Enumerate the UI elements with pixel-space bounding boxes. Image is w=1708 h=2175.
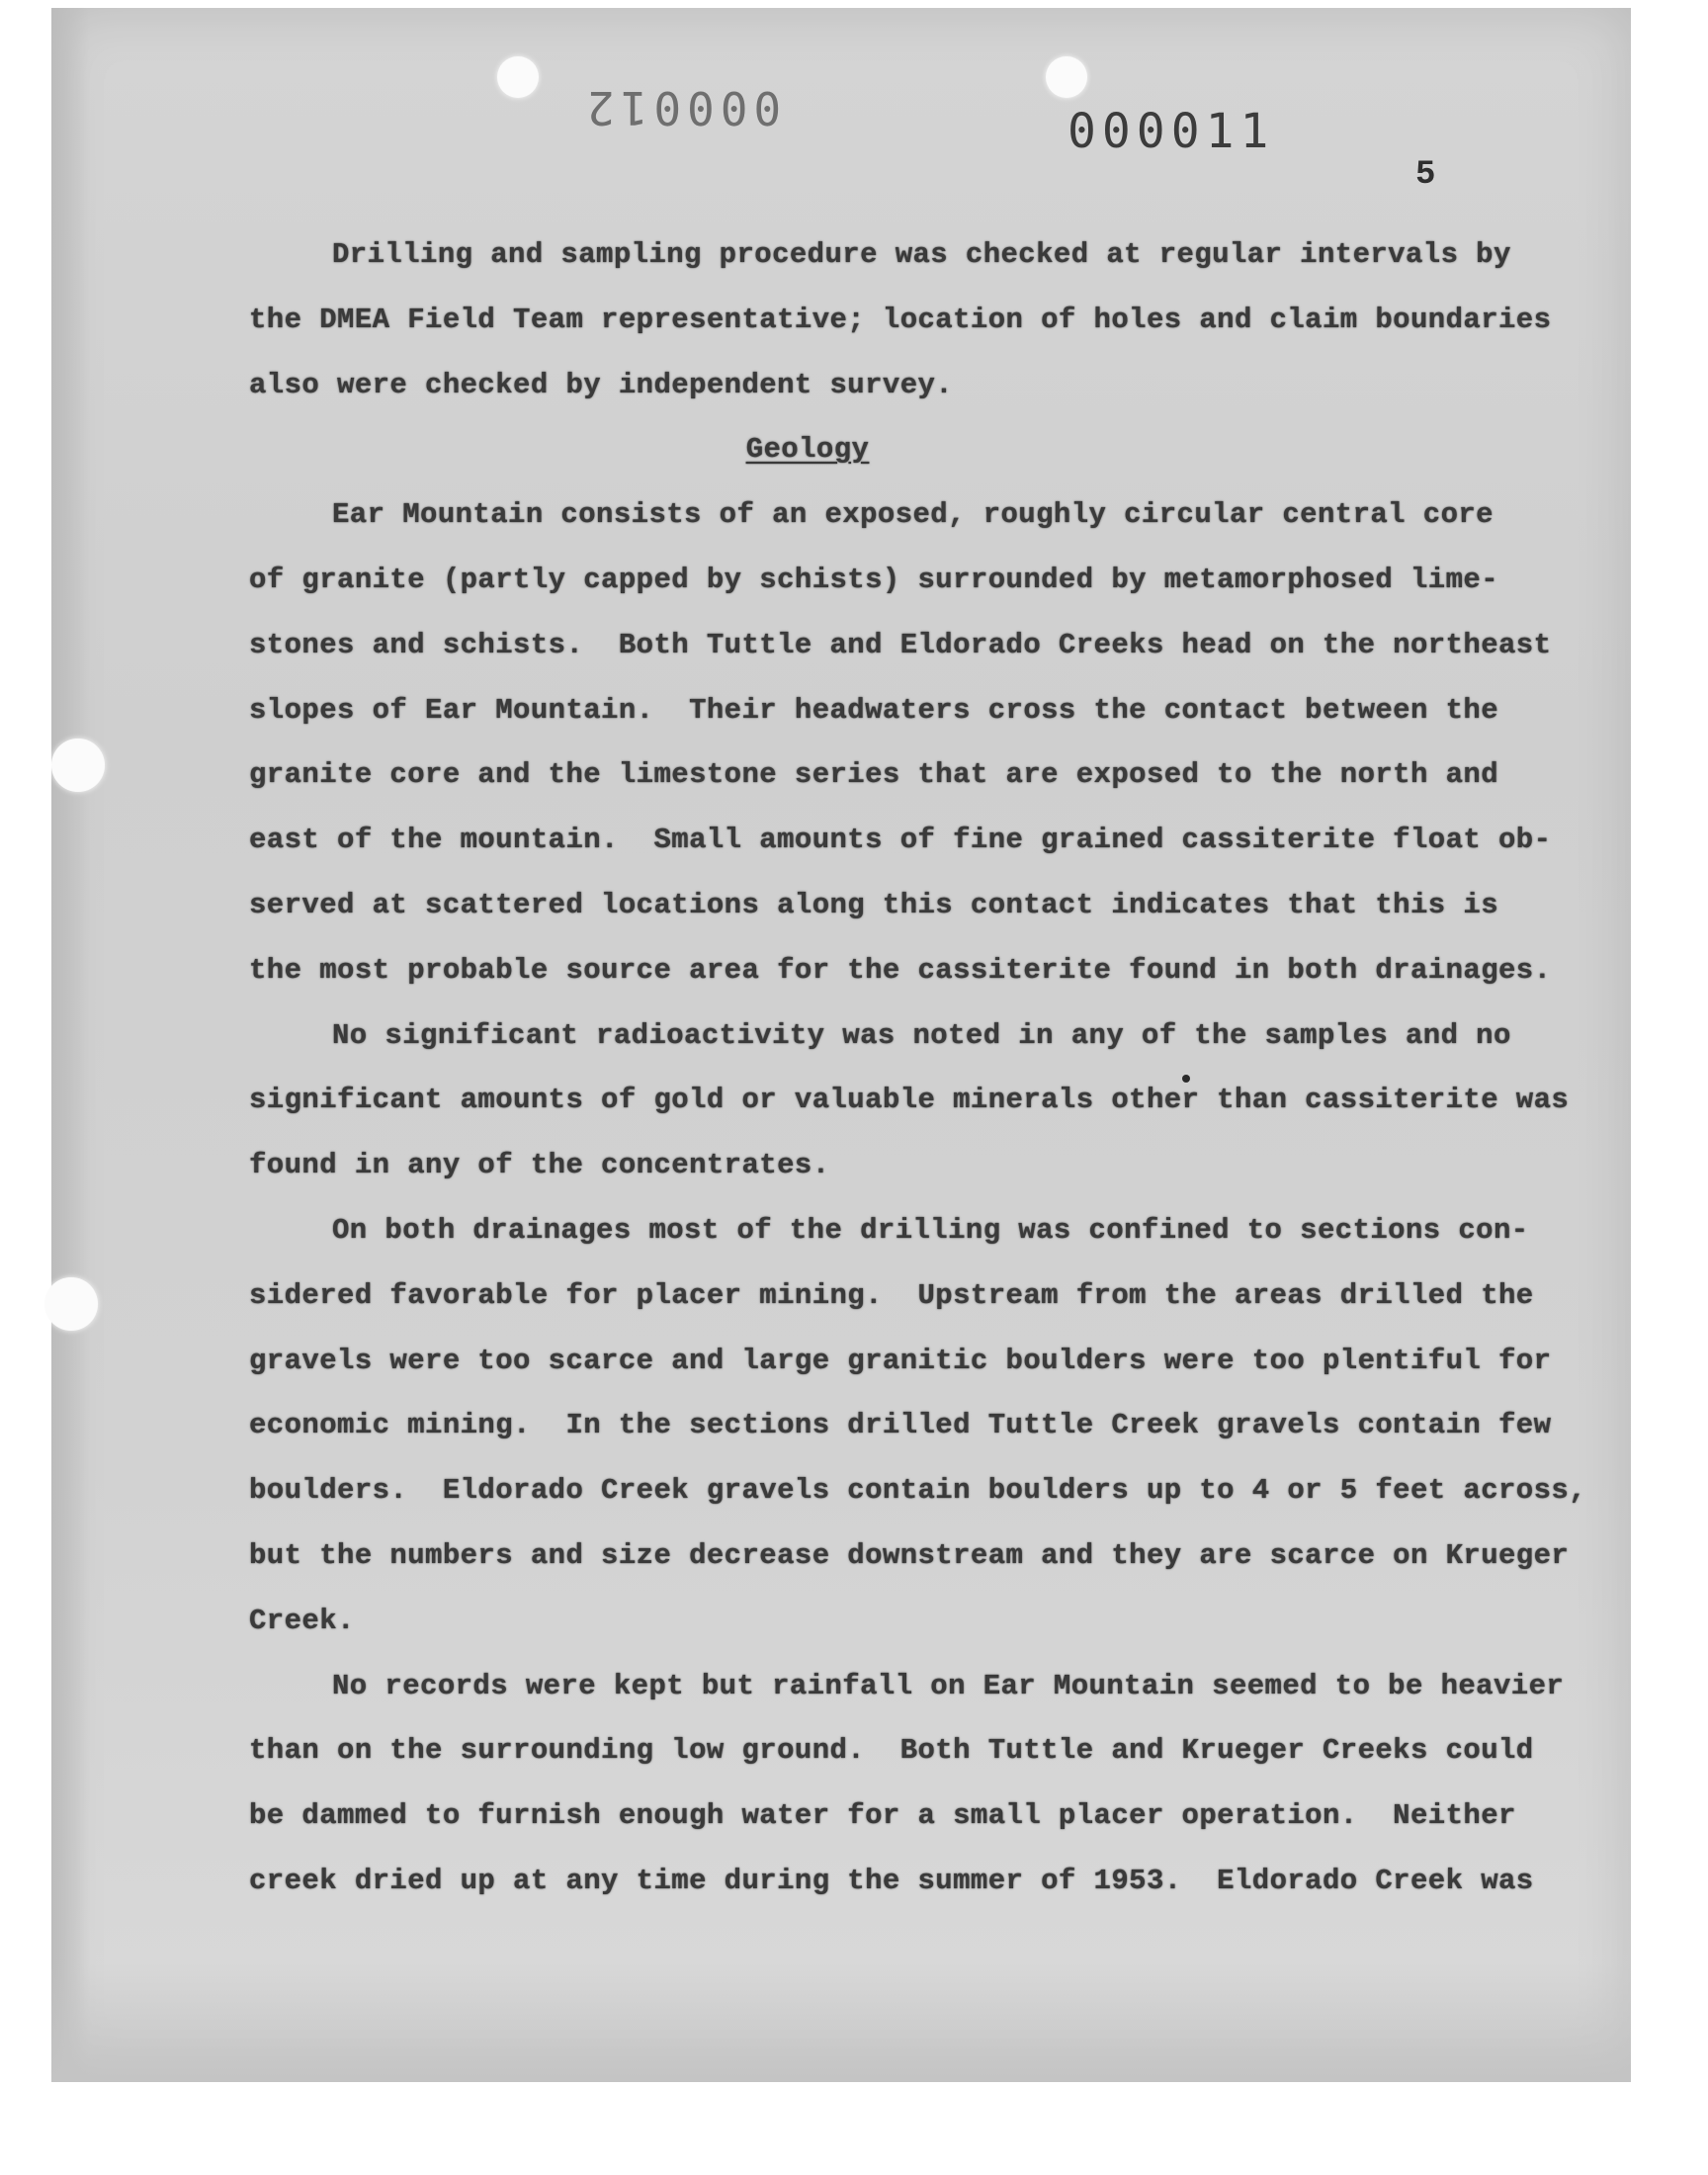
punch-hole-top-left	[497, 56, 539, 98]
page-number: 5	[1415, 156, 1436, 194]
text-line: than on the surrounding low ground. Both Tuttle and Krueger Creeks could	[249, 1734, 1534, 1768]
text-line: the most probable source area for the cassiterite found in both drainages.	[249, 953, 1552, 987]
section-heading-line	[249, 417, 1524, 482]
text-line: be dammed to furnish enough water for a small placer operation. Neither	[249, 1799, 1516, 1833]
text-line: stones and schists. Both Tuttle and Eldorado Creeks head on the northeast	[249, 628, 1552, 661]
stamp-number: 000011	[1068, 104, 1275, 159]
text-line: of granite (partly capped by schists) surrounded by metamorphosed lime-	[249, 563, 1499, 596]
text-line: No records were kept but rainfall on Ear Mountain seemed to be heavier	[332, 1669, 1565, 1702]
text-line: found in any of the concentrates.	[249, 1149, 830, 1182]
text-line: gravels were too scarce and large granitic boulders were too plentiful for	[249, 1344, 1552, 1377]
paper-shadow-bottom	[51, 1963, 1631, 2082]
text-line: Drilling and sampling procedure was checked at regular intervals by	[332, 238, 1511, 271]
text-line: but the numbers and size decrease downstream and they are scarce on Krueger	[249, 1538, 1570, 1572]
text-line: also were checked by independent survey.	[249, 368, 954, 401]
document-body	[249, 222, 1587, 1914]
text-line: creek dried up at any time during the summer of 1953. Eldorado Creek was	[249, 1864, 1534, 1897]
text-line: Creek.	[249, 1604, 355, 1637]
text-line: On both drainages most of the drilling was confined to sections con-	[332, 1213, 1529, 1247]
punch-hole-side-lower	[44, 1277, 98, 1331]
text-line: served at scattered locations along this contact indicates that this is	[249, 888, 1499, 921]
bleed-through-stamp-number: 000012	[581, 81, 782, 134]
text-line: east of the mountain. Small amounts of fine grained cassiterite float ob-	[249, 824, 1552, 857]
text-line: No significant radioactivity was noted in any of the samples and no	[332, 1018, 1511, 1052]
section-heading: Geology	[745, 433, 870, 467]
ink-speck	[1182, 1075, 1190, 1083]
text-line: boulders. Eldorado Creek gravels contain boulders up to 4 or 5 feet across,	[249, 1474, 1587, 1508]
text-line: Ear Mountain consists of an exposed, roughly circular central core	[332, 498, 1494, 532]
punch-hole-side-upper	[51, 739, 105, 792]
text-line: significant amounts of gold or valuable minerals other than cassiterite was	[249, 1084, 1570, 1117]
text-line: the DMEA Field Team representative; location of holes and claim boundaries	[249, 303, 1552, 336]
text-line: granite core and the limestone series that are exposed to the north and	[249, 758, 1499, 792]
punch-hole-top-right	[1046, 56, 1087, 98]
text-line: slopes of Ear Mountain. Their headwaters cross the contact between the	[249, 693, 1499, 727]
text-line: economic mining. In the sections drilled Tuttle Creek gravels contain few	[249, 1409, 1552, 1442]
text-line: sidered favorable for placer mining. Upstream from the areas drilled the	[249, 1278, 1534, 1312]
paper-shadow-left	[51, 8, 89, 2082]
